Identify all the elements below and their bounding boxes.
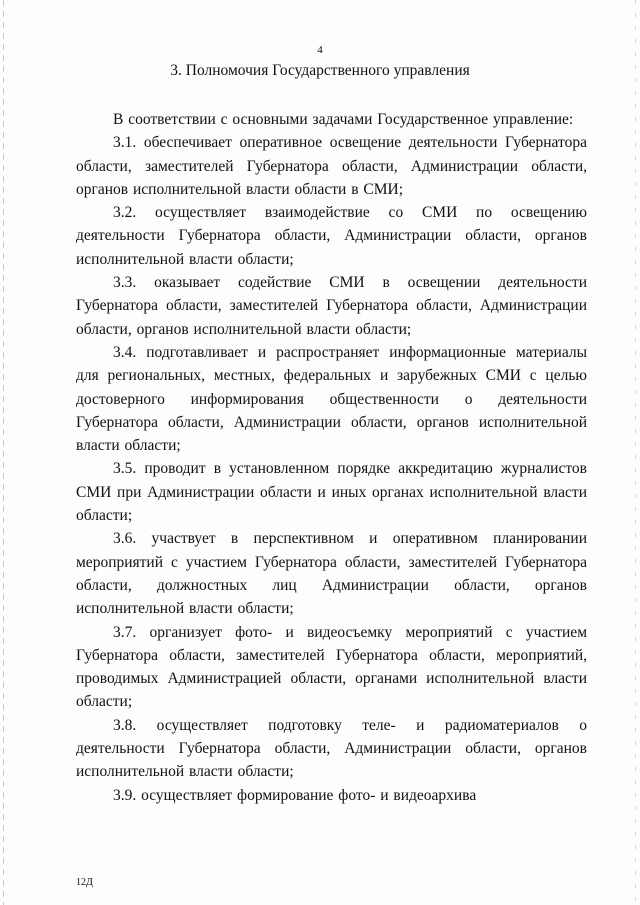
clause-3-8: 3.8. осуществляет подготовку теле- и радиоматериалов о деятельности Губернатора области, Администрации области, органов исполнительной власти области; <box>76 716 587 781</box>
page-number: 4 <box>317 44 323 56</box>
clause-3-7: 3.7. организует фото- и видеосъемку мероприятий с участием Губернатора области, заместителей Губернатора области, мероприятий, проводимых Администрацией области, органами исполнительной власти области; <box>76 623 587 711</box>
document-body <box>76 108 587 807</box>
clause-3-2: 3.2. осуществляет взаимодействие со СМИ по освещению деятельности Губернатора области, Администрации области, органов исполнительной власти области; <box>76 204 587 268</box>
scan-edge-left <box>3 0 4 905</box>
clause-3-5: 3.5. проводит в установленном порядке аккредитацию журналистов СМИ при Администрации области и иных органах исполнительной власти области; <box>76 460 587 525</box>
section-title: 3. Полномочия Государственного управления <box>170 62 470 79</box>
scan-edge-right <box>635 0 636 905</box>
footer-code: 12Д <box>76 877 93 888</box>
intro-paragraph: В соответствии с основными задачами Государственное управление: <box>113 111 574 128</box>
clause-3-6: 3.6. участвует в перспективном и оперативном планировании мероприятий с участием Губернатора области, заместителей Губернатора области, должностных лиц Администрации области, органов исполнительной власти области; <box>76 530 587 618</box>
clause-3-1: 3.1. обеспечивает оперативное освещение деятельности Губернатора области, заместителей Губернатора области, Администрации области, органов исполнительной власти области в СМИ; <box>76 134 587 198</box>
clause-3-3: 3.3. оказывает содействие СМИ в освещении деятельности Губернатора области, заместителей Губернатора области, Администрации области, органов исполнительной власти области; <box>76 274 587 338</box>
clause-3-4: 3.4. подготавливает и распространяет информационные материалы для региональных, местных, федеральных и зарубежных СМИ с целью достоверного информирования общественности о деятельности Губернатора области, Администрации области, органов исполнительной власти области; <box>76 343 587 455</box>
clause-3-9: 3.9. осуществляет формирование фото- и видеоархива <box>113 786 477 804</box>
